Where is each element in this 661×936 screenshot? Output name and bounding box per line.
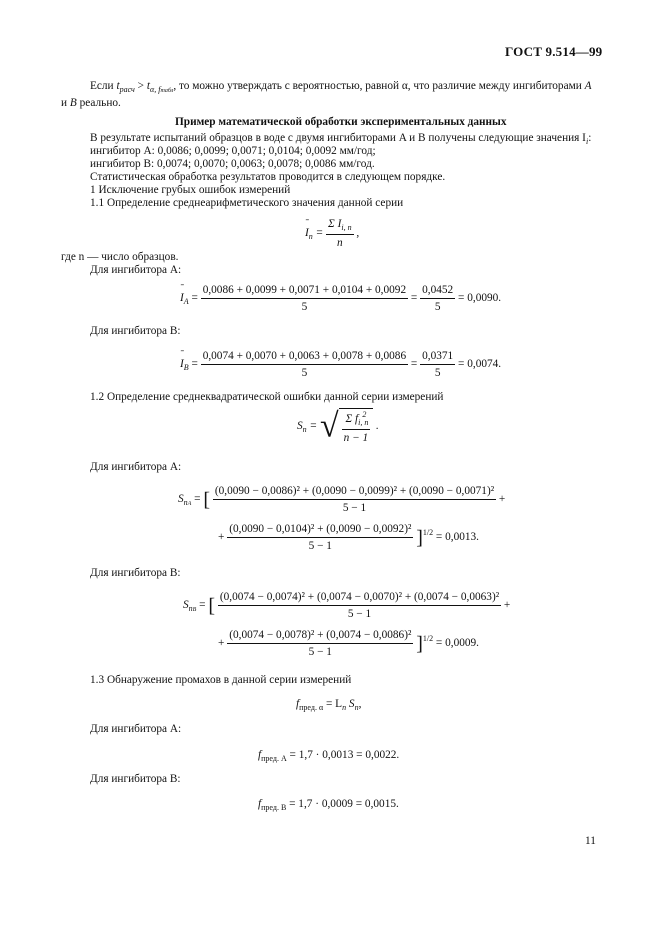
- page-number: 11: [585, 835, 596, 847]
- label-for-b-2: Для ингибитора B:: [90, 567, 181, 579]
- paragraph-procedure: Статистическая обработка результатов проводится в следующем порядке.: [90, 171, 446, 183]
- formula-f-pred-a: $f_{пред. A} = 1,7 \cdot 0,0013 = 0,0022$.: [258, 749, 400, 763]
- intro-line-1: Если $t_{расч} > t_{\alpha, fтабл}$, то можно утверждать с вероятностью, равной α, что различие между ингибиторами A: [90, 80, 592, 94]
- label-for-b: Для ингибитора B:: [90, 325, 181, 337]
- document-code: ГОСТ 9.514—99: [505, 44, 603, 59]
- heading-1: 1 Исключение грубых ошибок измерений: [90, 184, 291, 196]
- paragraph-results: В результате испытаний образцов в воде с двумя ингибиторами A и B получены следующие значения $I_i$:: [90, 132, 592, 146]
- heading-1-3: 1.3 Обнаружение промахов в данной серии измерений: [90, 674, 352, 686]
- where-n: где n — число образцов.: [61, 251, 179, 263]
- intro-line-2: и B реально.: [61, 97, 121, 109]
- label-for-a-3: Для ингибитора A:: [90, 723, 182, 735]
- inhibitor-b-values: ингибитор B: 0,0074; 0,0070; 0,0063; 0,0078; 0,0086 мм/год.: [90, 158, 375, 170]
- formula-mean-a: ˉ $I_A$ = $\frac{0,0086 + 0,0099 + 0,0071 + 0,0104 + 0,0092}{5}$ = $\frac{0,0452}{5}$ = 0,0090.: [180, 283, 501, 314]
- label-for-a-2: Для ингибитора A:: [90, 461, 182, 473]
- heading-1-1: 1.1 Определение среднеарифметического значения данной серии: [90, 197, 404, 209]
- section-title: Пример математической обработки экспериментальных данных: [175, 116, 507, 128]
- formula-mean: ˉ $I_n$ = $\frac{\Sigma I_{i, n}}{n}$ ,: [305, 217, 359, 250]
- heading-1-2: 1.2 Определение среднеквадратической ошибки данной серии измерений: [90, 391, 444, 403]
- formula-f-pred: $f_{пред. \alpha} = L_n$ $S_n$,: [296, 698, 362, 712]
- formula-sd-a-row2: + $\frac{\text{(0,0090 − 0,0104)² + (0,0090 − 0,0092)²}}{5 - 1}$ ]$^{1/2}$ = 0,0013.: [218, 523, 480, 553]
- formula-f-pred-b: $f_{пред. B} = 1,7 \cdot 0,0009 = 0,0015$.: [258, 798, 399, 812]
- formula-sd: $S_n$ = √ $\frac{\Sigma f_{i, n}^2}{n - 1}$ .: [297, 407, 379, 445]
- t-calc: $t_{расч}$: [116, 80, 135, 94]
- t-crit: $t_{\alpha, fтабл}$: [146, 80, 174, 94]
- formula-mean-b: ˉ $I_B$ = $\frac{0,0074 + 0,0070 + 0,0063 + 0,0078 + 0,0086}{5}$ = $\frac{0,0371}{5}$ = 0,0074.: [180, 349, 501, 380]
- label-for-a: Для ингибитора A:: [90, 264, 182, 276]
- formula-sd-a-row1: $S_{nA}$ = [ $\frac{\text{(0,0090 − 0,0086)² + (0,0090 − 0,0099)² + (0,0090 − 0,0071)²}}{5 - 1}$ +: [178, 485, 506, 515]
- formula-sd-b-row1: $S_{nB}$ = [ $\frac{\text{(0,0074 − 0,0074)² + (0,0074 − 0,0070)² + (0,0074 − 0,0063)²}}{5 - 1}$ +: [183, 591, 511, 621]
- formula-sd-b-row2: + $\frac{\text{(0,0074 − 0,0078)² + (0,0074 − 0,0086)²}}{5 - 1}$ ]$^{1/2}$ = 0,0009.: [218, 629, 480, 659]
- inhibitor-a-values: ингибитор A: 0,0086; 0,0099; 0,0071; 0,0104; 0,0092 мм/год;: [90, 145, 376, 157]
- label-for-b-3: Для ингибитора B:: [90, 773, 181, 785]
